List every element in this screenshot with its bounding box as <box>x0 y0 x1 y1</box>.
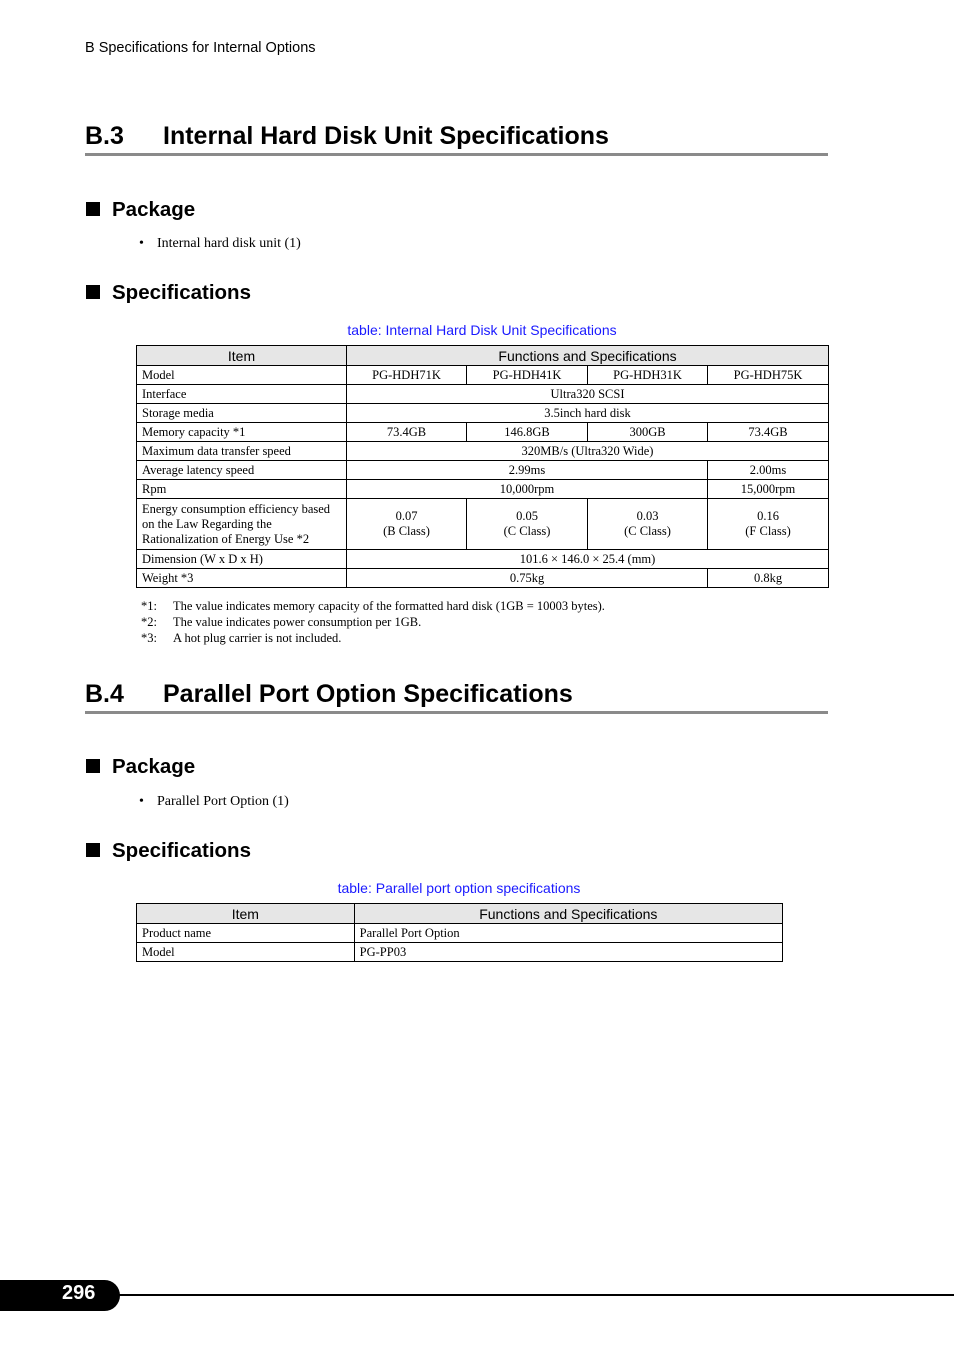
table-row <box>137 499 829 550</box>
energy-cell: 0.16 (F Class) <box>708 499 829 550</box>
rpm-cell: 10,000rpm <box>347 480 708 499</box>
table-row <box>137 924 783 943</box>
table-header-row <box>137 904 783 924</box>
header-functions: Functions and Specifications <box>347 346 829 366</box>
table-header-row <box>137 346 829 366</box>
row-label: Maximum data transfer speed <box>137 442 347 461</box>
note-item: *1: The value indicates memory capacity of the formatted hard disk (1GB = 10003 bytes). <box>141 599 605 613</box>
square-bullet-icon <box>86 759 100 773</box>
capacity-cell: 146.8GB <box>467 423 588 442</box>
package-heading-b3: Package <box>86 198 195 222</box>
capacity-cell: 300GB <box>588 423 708 442</box>
section-number: B.3 <box>85 122 124 150</box>
table-caption-b4: table: Parallel port option specifications <box>337 880 581 896</box>
package-item: • Internal hard disk unit (1) <box>139 236 301 251</box>
row-label: Average latency speed <box>137 461 347 480</box>
table-notes <box>141 599 605 647</box>
section-title-text: Internal Hard Disk Unit Specifications <box>163 122 609 150</box>
storage-cell: 3.5inch hard disk <box>347 404 829 423</box>
row-label: Storage media <box>137 404 347 423</box>
energy-cell: 0.05 (C Class) <box>467 499 588 550</box>
row-label: Model <box>137 366 347 385</box>
note-item: *2: The value indicates power consumption per 1GB. <box>141 615 422 629</box>
bullet-icon: • <box>139 236 144 251</box>
header-item: Item <box>137 346 347 366</box>
square-bullet-icon <box>86 843 100 857</box>
capacity-cell: 73.4GB <box>708 423 829 442</box>
model-cell: PG-HDH41K <box>467 366 588 385</box>
table-row <box>137 385 829 404</box>
table-row <box>137 943 783 962</box>
row-label: Rpm <box>137 480 347 499</box>
interface-cell: Ultra320 SCSI <box>347 385 829 404</box>
running-header: B Specifications for Internal Options <box>85 40 316 56</box>
table-row <box>137 550 829 569</box>
table-row <box>137 442 829 461</box>
note-item: *3: A hot plug carrier is not included. <box>141 631 342 645</box>
model-cell: PG-HDH75K <box>708 366 829 385</box>
table-row <box>137 569 829 588</box>
table-caption-b3: table: Internal Hard Disk Unit Specifications <box>347 322 617 338</box>
table-row <box>137 480 829 499</box>
square-bullet-icon <box>86 202 100 216</box>
row-value: PG-PP03 <box>354 943 782 962</box>
dimension-cell: 101.6 × 146.0 × 25.4 (mm) <box>347 550 829 569</box>
table-row <box>137 404 829 423</box>
weight-cell: 0.75kg <box>347 569 708 588</box>
hdd-spec-table <box>136 345 829 588</box>
energy-cell: 0.03 (C Class) <box>588 499 708 550</box>
weight-cell: 0.8kg <box>708 569 829 588</box>
rpm-cell: 15,000rpm <box>708 480 829 499</box>
latency-cell: 2.00ms <box>708 461 829 480</box>
specifications-heading-b3: Specifications <box>86 281 251 305</box>
section-title-b4 <box>85 680 828 714</box>
row-label: Product name <box>137 924 355 943</box>
row-label: Model <box>137 943 355 962</box>
section-title-b3 <box>85 122 828 156</box>
row-label: Dimension (W x D x H) <box>137 550 347 569</box>
latency-cell: 2.99ms <box>347 461 708 480</box>
footer-rule <box>110 1294 954 1296</box>
bullet-icon: • <box>139 794 144 809</box>
model-cell: PG-HDH31K <box>588 366 708 385</box>
package-item: • Parallel Port Option (1) <box>139 794 289 809</box>
row-label: Memory capacity *1 <box>137 423 347 442</box>
row-value: Parallel Port Option <box>354 924 782 943</box>
row-label: Weight *3 <box>137 569 347 588</box>
row-label: Energy consumption efficiency based on the Law Regarding the Rationalization of Energy Use *2 <box>137 499 347 550</box>
model-cell: PG-HDH71K <box>347 366 467 385</box>
section-number: B.4 <box>85 680 124 708</box>
table-row <box>137 461 829 480</box>
parallel-port-spec-table <box>136 903 783 962</box>
page-number-tab <box>0 1280 120 1311</box>
page-number: 296 <box>62 1282 96 1304</box>
square-bullet-icon <box>86 285 100 299</box>
header-functions: Functions and Specifications <box>354 904 782 924</box>
header-item: Item <box>137 904 355 924</box>
table-row <box>137 366 829 385</box>
package-heading-b4: Package <box>86 755 195 779</box>
table-row <box>137 423 829 442</box>
section-title-text: Parallel Port Option Specifications <box>163 680 573 708</box>
specifications-heading-b4: Specifications <box>86 839 251 863</box>
row-label: Interface <box>137 385 347 404</box>
transfer-cell: 320MB/s (Ultra320 Wide) <box>347 442 829 461</box>
capacity-cell: 73.4GB <box>347 423 467 442</box>
energy-cell: 0.07 (B Class) <box>347 499 467 550</box>
